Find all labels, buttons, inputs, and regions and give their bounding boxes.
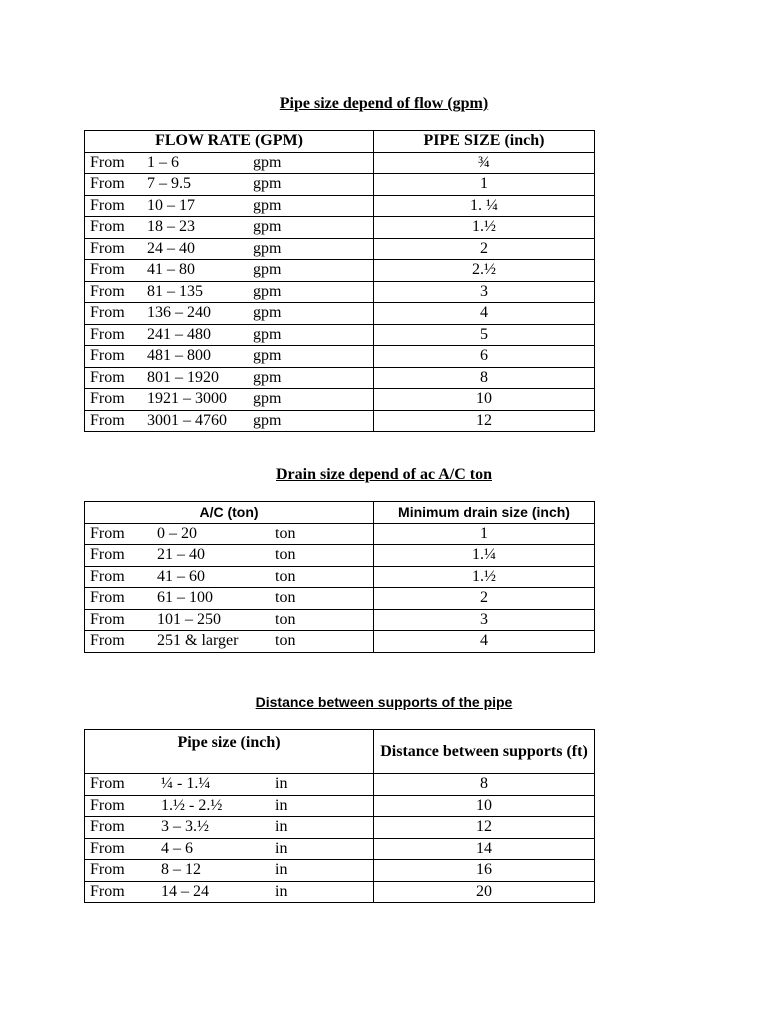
from-label: From <box>90 589 125 607</box>
table-row <box>85 817 595 839</box>
unit-label: ton <box>275 632 296 650</box>
range-value: 21 – 40 <box>157 546 205 564</box>
range-value: 0 – 20 <box>157 524 197 542</box>
range-value: 241 – 480 <box>147 325 211 343</box>
table-row <box>85 281 595 303</box>
size-value: 2 <box>374 238 595 260</box>
range-value: 41 – 80 <box>147 261 195 279</box>
table-row <box>85 346 595 368</box>
unit-label: in <box>275 839 288 857</box>
from-label: From <box>90 239 125 257</box>
unit-label: in <box>275 882 288 900</box>
range-value: 7 – 9.5 <box>147 175 191 193</box>
from-label: From <box>90 632 125 650</box>
size-value: ¾ <box>374 152 595 174</box>
table-row <box>85 545 595 567</box>
size-value: 8 <box>374 367 595 389</box>
unit-label: gpm <box>253 282 282 300</box>
size-value: 10 <box>374 389 595 411</box>
size-value: 1.½ <box>374 566 595 588</box>
range-value: 1 – 6 <box>147 153 179 171</box>
support-header-distance: Distance between supports (ft) <box>374 730 595 774</box>
table-row <box>85 774 595 796</box>
from-label: From <box>90 175 125 193</box>
from-label: From <box>90 882 125 900</box>
flow-table <box>84 130 595 432</box>
unit-label: gpm <box>253 347 282 365</box>
unit-label: gpm <box>253 239 282 257</box>
from-label: From <box>90 196 125 214</box>
support-table <box>84 729 595 903</box>
drain-table <box>84 501 595 653</box>
support-table-body <box>85 774 595 903</box>
unit-label: in <box>275 796 288 814</box>
unit-label: gpm <box>253 390 282 408</box>
range-value: 481 – 800 <box>147 347 211 365</box>
size-value: 1.¼ <box>374 545 595 567</box>
support-header-pipe: Pipe size (inch) <box>85 730 374 774</box>
flow-header-rate: FLOW RATE (GPM) <box>85 131 374 153</box>
table-row <box>85 881 595 903</box>
size-value: 14 <box>374 838 595 860</box>
range-value: 4 – 6 <box>161 839 193 857</box>
from-label: From <box>90 861 125 879</box>
range-value: 3 – 3.½ <box>161 818 209 836</box>
unit-label: gpm <box>253 153 282 171</box>
size-value: 5 <box>374 324 595 346</box>
from-label: From <box>90 411 125 429</box>
range-value: 41 – 60 <box>157 567 205 585</box>
size-value: 6 <box>374 346 595 368</box>
from-label: From <box>90 839 125 857</box>
unit-label: ton <box>275 589 296 607</box>
drain-header-size: Minimum drain size (inch) <box>374 502 595 524</box>
from-label: From <box>90 390 125 408</box>
size-value: 4 <box>374 631 595 653</box>
unit-label: ton <box>275 546 296 564</box>
flow-table-body <box>85 152 595 432</box>
from-label: From <box>90 796 125 814</box>
size-value: 1 <box>374 523 595 545</box>
from-label: From <box>90 261 125 279</box>
from-label: From <box>90 304 125 322</box>
unit-label: gpm <box>253 196 282 214</box>
drain-table-body <box>85 523 595 652</box>
unit-label: gpm <box>253 411 282 429</box>
table-row <box>85 217 595 239</box>
flow-header-size: PIPE SIZE (inch) <box>374 131 595 153</box>
drain-header-ton: A/C (ton) <box>85 502 374 524</box>
range-value: 801 – 1920 <box>147 368 219 386</box>
unit-label: gpm <box>253 368 282 386</box>
table-row <box>85 260 595 282</box>
from-label: From <box>90 347 125 365</box>
range-value: 1921 – 3000 <box>147 390 227 408</box>
table-row <box>85 324 595 346</box>
unit-label: gpm <box>253 218 282 236</box>
table-row <box>85 631 595 653</box>
size-value: 1 <box>374 174 595 196</box>
size-value: 3 <box>374 281 595 303</box>
unit-label: ton <box>275 567 296 585</box>
table-row <box>85 238 595 260</box>
table-row <box>85 566 595 588</box>
table-row <box>85 795 595 817</box>
range-value: 8 – 12 <box>161 861 201 879</box>
unit-label: in <box>275 775 288 793</box>
table-row <box>85 152 595 174</box>
from-label: From <box>90 546 125 564</box>
table-row <box>85 367 595 389</box>
from-label: From <box>90 610 125 628</box>
range-value: 61 – 100 <box>157 589 213 607</box>
unit-label: in <box>275 861 288 879</box>
size-value: 1. ¼ <box>374 195 595 217</box>
from-label: From <box>90 567 125 585</box>
unit-label: in <box>275 818 288 836</box>
range-value: 81 – 135 <box>147 282 203 300</box>
table-row <box>85 410 595 432</box>
unit-label: gpm <box>253 175 282 193</box>
table-row <box>85 523 595 545</box>
range-value: ¼ - 1.¼ <box>161 775 211 793</box>
size-value: 2.½ <box>374 260 595 282</box>
size-value: 10 <box>374 795 595 817</box>
from-label: From <box>90 368 125 386</box>
from-label: From <box>90 218 125 236</box>
table-row <box>85 860 595 882</box>
range-value: 251 & larger <box>157 632 239 650</box>
flow-table-title: Pipe size depend of flow (gpm) <box>279 95 489 112</box>
from-label: From <box>90 818 125 836</box>
table-row <box>85 609 595 631</box>
size-value: 8 <box>374 774 595 796</box>
range-value: 18 – 23 <box>147 218 195 236</box>
from-label: From <box>90 153 125 171</box>
size-value: 12 <box>374 410 595 432</box>
from-label: From <box>90 325 125 343</box>
size-value: 4 <box>374 303 595 325</box>
size-value: 20 <box>374 881 595 903</box>
from-label: From <box>90 524 125 542</box>
from-label: From <box>90 282 125 300</box>
unit-label: gpm <box>253 261 282 279</box>
unit-label: ton <box>275 610 296 628</box>
range-value: 24 – 40 <box>147 239 195 257</box>
range-value: 136 – 240 <box>147 304 211 322</box>
drain-table-title: Drain size depend of ac A/C ton <box>276 466 492 483</box>
table-row <box>85 588 595 610</box>
table-row <box>85 303 595 325</box>
table-row <box>85 195 595 217</box>
table-row <box>85 174 595 196</box>
size-value: 3 <box>374 609 595 631</box>
range-value: 14 – 24 <box>161 882 209 900</box>
table-row <box>85 838 595 860</box>
size-value: 1.½ <box>374 217 595 239</box>
unit-label: gpm <box>253 325 282 343</box>
unit-label: gpm <box>253 304 282 322</box>
size-value: 2 <box>374 588 595 610</box>
size-value: 12 <box>374 817 595 839</box>
size-value: 16 <box>374 860 595 882</box>
support-table-title: Distance between supports of the pipe <box>255 694 513 710</box>
range-value: 3001 – 4760 <box>147 411 227 429</box>
range-value: 10 – 17 <box>147 196 195 214</box>
table-row <box>85 389 595 411</box>
from-label: From <box>90 775 125 793</box>
unit-label: ton <box>275 524 296 542</box>
range-value: 101 – 250 <box>157 610 221 628</box>
range-value: 1.½ - 2.½ <box>161 796 223 814</box>
